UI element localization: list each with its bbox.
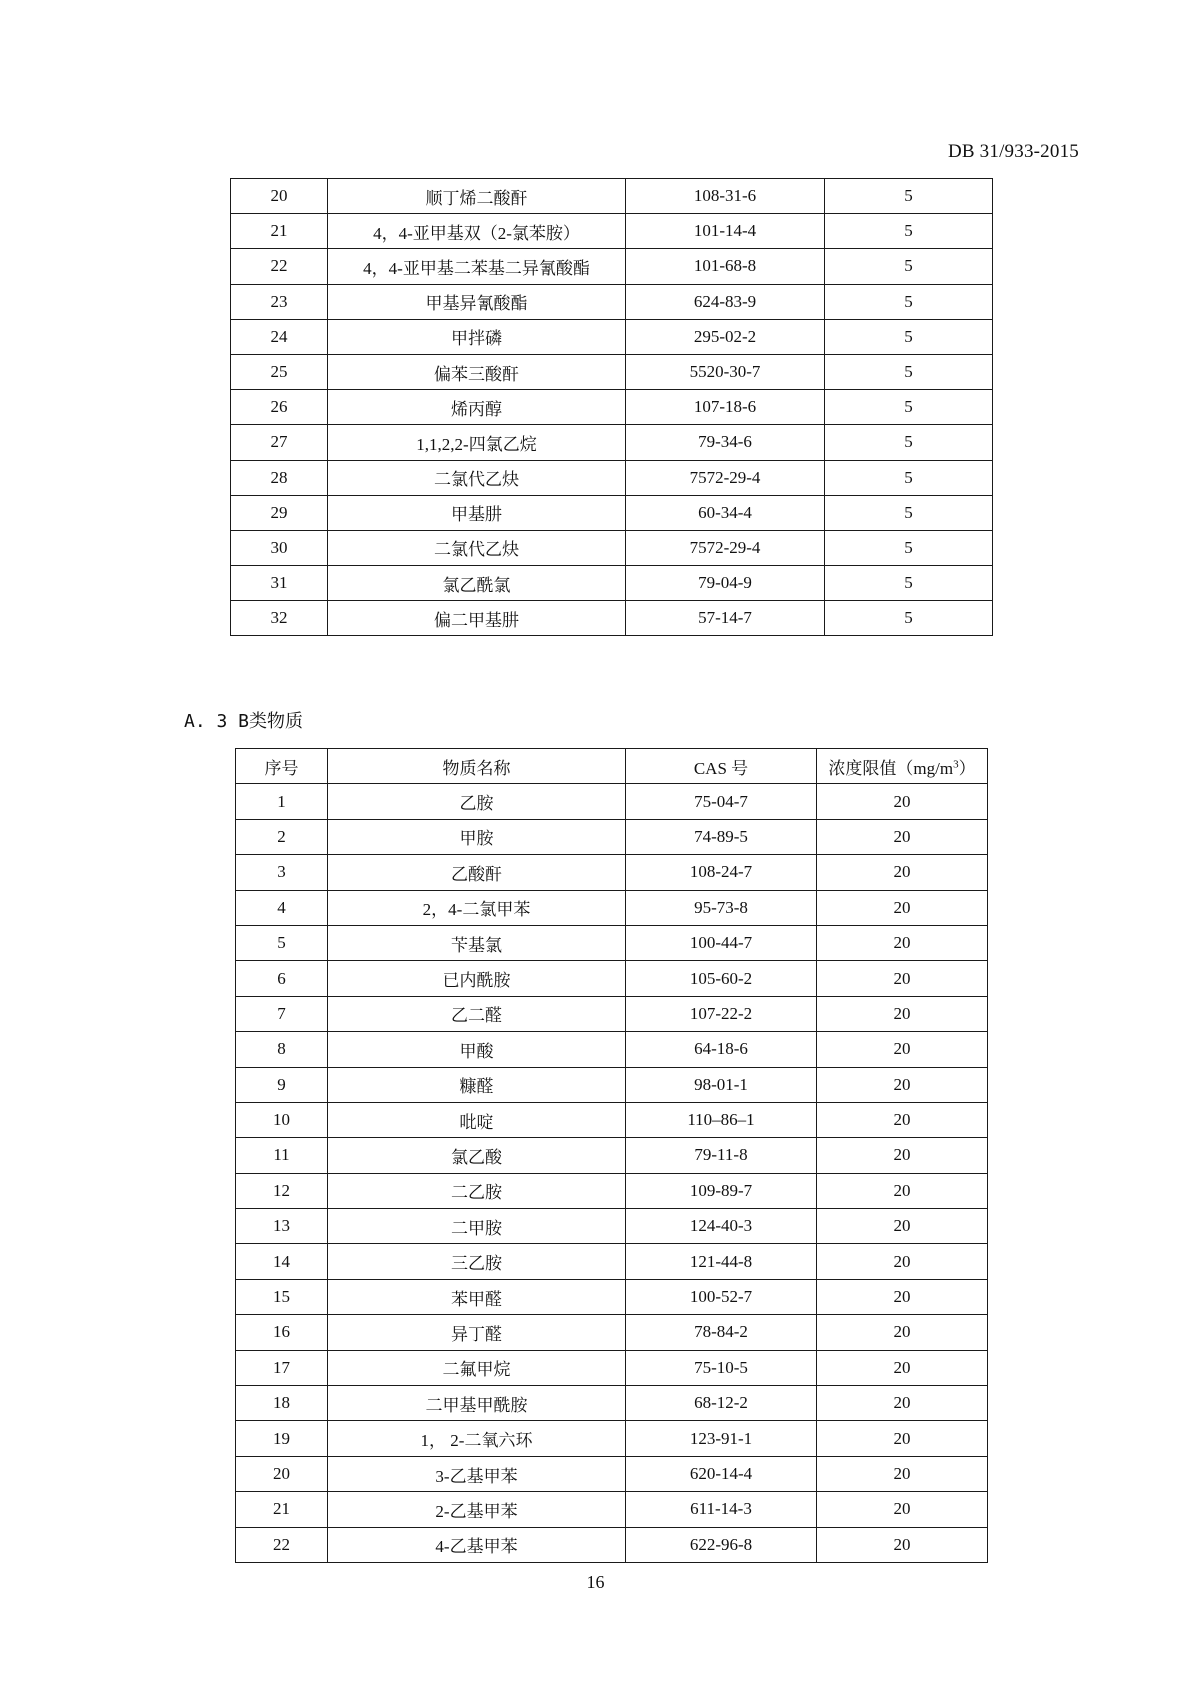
cell-serial-number: 11 (236, 1138, 328, 1173)
cell-substance-name: 甲基异氰酸酯 (328, 284, 626, 319)
cell-serial-number: 8 (236, 1032, 328, 1067)
cell-serial-number: 19 (236, 1421, 328, 1456)
cell-cas-number: 620-14-4 (626, 1456, 817, 1491)
table-header-row (236, 749, 988, 784)
table-row (231, 249, 993, 284)
header-serial-number: 序号 (236, 749, 328, 784)
cell-cas-number: 101-14-4 (626, 214, 825, 249)
table-row (236, 1492, 988, 1527)
cell-serial-number: 4 (236, 890, 328, 925)
cell-concentration-limit: 20 (817, 925, 988, 960)
cell-serial-number: 16 (236, 1315, 328, 1350)
cell-serial-number: 15 (236, 1279, 328, 1314)
header-limit-superscript: 3 (953, 758, 959, 771)
cell-concentration-limit: 20 (817, 1209, 988, 1244)
cell-concentration-limit: 20 (817, 1315, 988, 1350)
cell-cas-number: 124-40-3 (626, 1209, 817, 1244)
cell-concentration-limit: 20 (817, 1244, 988, 1279)
table-row (236, 855, 988, 890)
cell-concentration-limit: 20 (817, 855, 988, 890)
cell-concentration-limit: 20 (817, 1421, 988, 1456)
cell-substance-name: 氯乙酸 (328, 1138, 626, 1173)
cell-serial-number: 18 (236, 1386, 328, 1421)
section-heading-a3: A. 3 B类物质 (184, 711, 304, 732)
cell-substance-name: 三乙胺 (328, 1244, 626, 1279)
table-row (231, 460, 993, 495)
cell-concentration-limit: 5 (825, 354, 993, 389)
cell-concentration-limit: 20 (817, 784, 988, 819)
cell-substance-name: 1,1,2,2-四氯乙烷 (328, 425, 626, 460)
cell-serial-number: 14 (236, 1244, 328, 1279)
cell-serial-number: 17 (236, 1350, 328, 1385)
cell-substance-name: 4-乙基甲苯 (328, 1527, 626, 1562)
cell-cas-number: 75-10-5 (626, 1350, 817, 1385)
cell-substance-name: 4，4-亚甲基二苯基二异氰酸酯 (328, 249, 626, 284)
cell-serial-number: 20 (231, 179, 328, 214)
cell-cas-number: 98-01-1 (626, 1067, 817, 1102)
table-row (236, 784, 988, 819)
class-b-substance-table-body (236, 784, 988, 1563)
cell-cas-number: 108-31-6 (626, 179, 825, 214)
cell-serial-number: 10 (236, 1102, 328, 1137)
cell-substance-name: 顺丁烯二酸酐 (328, 179, 626, 214)
table-row (231, 284, 993, 319)
cell-cas-number: 79-34-6 (626, 425, 825, 460)
cell-concentration-limit: 20 (817, 1386, 988, 1421)
cell-cas-number: 110–86–1 (626, 1102, 817, 1137)
cell-cas-number: 75-04-7 (626, 784, 817, 819)
cell-cas-number: 622-96-8 (626, 1527, 817, 1562)
cell-cas-number: 79-11-8 (626, 1138, 817, 1173)
cell-cas-number: 74-89-5 (626, 819, 817, 854)
cell-serial-number: 26 (231, 390, 328, 425)
cell-serial-number: 21 (231, 214, 328, 249)
table-row (236, 1279, 988, 1314)
class-b-substance-table (235, 748, 988, 1563)
cell-cas-number: 107-18-6 (626, 390, 825, 425)
cell-serial-number: 23 (231, 284, 328, 319)
cell-cas-number: 64-18-6 (626, 1032, 817, 1067)
cell-concentration-limit: 20 (817, 1456, 988, 1491)
cell-concentration-limit: 5 (825, 460, 993, 495)
cell-substance-name: 偏二甲基肼 (328, 601, 626, 636)
cell-serial-number: 22 (236, 1527, 328, 1562)
table-row (236, 1315, 988, 1350)
cell-concentration-limit: 5 (825, 319, 993, 354)
cell-substance-name: 偏苯三酸酐 (328, 354, 626, 389)
cell-substance-name: 二氯代乙炔 (328, 460, 626, 495)
table-row (231, 179, 993, 214)
cell-substance-name: 2-乙基甲苯 (328, 1492, 626, 1527)
cell-concentration-limit: 20 (817, 1279, 988, 1314)
header-limit-prefix: 浓度限值（mg/m (828, 758, 954, 778)
table-row (231, 354, 993, 389)
cell-cas-number: 60-34-4 (626, 495, 825, 530)
cell-serial-number: 1 (236, 784, 328, 819)
cell-cas-number: 108-24-7 (626, 855, 817, 890)
cell-serial-number: 25 (231, 354, 328, 389)
table-row (236, 996, 988, 1031)
cell-cas-number: 121-44-8 (626, 1244, 817, 1279)
cell-serial-number: 3 (236, 855, 328, 890)
cell-cas-number: 79-04-9 (626, 566, 825, 601)
cell-cas-number: 611-14-3 (626, 1492, 817, 1527)
cell-cas-number: 100-52-7 (626, 1279, 817, 1314)
cell-cas-number: 7572-29-4 (626, 460, 825, 495)
cell-substance-name: 二甲基甲酰胺 (328, 1386, 626, 1421)
cell-concentration-limit: 5 (825, 179, 993, 214)
cell-substance-name: 氯乙酰氯 (328, 566, 626, 601)
cell-serial-number: 30 (231, 530, 328, 565)
cell-serial-number: 31 (231, 566, 328, 601)
table-row (231, 530, 993, 565)
cell-substance-name: 二氯代乙炔 (328, 530, 626, 565)
cell-concentration-limit: 20 (817, 1492, 988, 1527)
cell-serial-number: 6 (236, 961, 328, 996)
table-row (231, 566, 993, 601)
table-row (236, 1421, 988, 1456)
table-row (236, 1209, 988, 1244)
cell-cas-number: 109-89-7 (626, 1173, 817, 1208)
cell-concentration-limit: 20 (817, 961, 988, 996)
cell-substance-name: 二乙胺 (328, 1173, 626, 1208)
cell-serial-number: 2 (236, 819, 328, 854)
header-concentration-limit (817, 749, 988, 784)
cell-cas-number: 105-60-2 (626, 961, 817, 996)
cell-substance-name: 烯丙醇 (328, 390, 626, 425)
cell-serial-number: 24 (231, 319, 328, 354)
cell-concentration-limit: 20 (817, 1138, 988, 1173)
substance-table-continued (230, 178, 993, 636)
cell-substance-name: 2，4-二氯甲苯 (328, 890, 626, 925)
cell-concentration-limit: 5 (825, 601, 993, 636)
cell-substance-name: 糠醛 (328, 1067, 626, 1102)
cell-substance-name: 已内酰胺 (328, 961, 626, 996)
cell-concentration-limit: 20 (817, 1173, 988, 1208)
cell-substance-name: 二氟甲烷 (328, 1350, 626, 1385)
table-row (236, 819, 988, 854)
cell-serial-number: 13 (236, 1209, 328, 1244)
table-row (236, 1244, 988, 1279)
cell-concentration-limit: 20 (817, 1067, 988, 1102)
cell-concentration-limit: 20 (817, 1350, 988, 1385)
cell-concentration-limit: 20 (817, 996, 988, 1031)
cell-cas-number: 57-14-7 (626, 601, 825, 636)
table-row (236, 961, 988, 996)
table-row (231, 601, 993, 636)
cell-substance-name: 乙二醛 (328, 996, 626, 1031)
cell-concentration-limit: 20 (817, 1102, 988, 1137)
cell-cas-number: 78-84-2 (626, 1315, 817, 1350)
cell-substance-name: 4，4-亚甲基双（2-氯苯胺） (328, 214, 626, 249)
cell-serial-number: 29 (231, 495, 328, 530)
table-row (231, 319, 993, 354)
cell-concentration-limit: 5 (825, 495, 993, 530)
cell-concentration-limit: 20 (817, 1527, 988, 1562)
table-row (231, 495, 993, 530)
cell-concentration-limit: 5 (825, 249, 993, 284)
cell-concentration-limit: 5 (825, 566, 993, 601)
cell-cas-number: 7572-29-4 (626, 530, 825, 565)
table-row (236, 1032, 988, 1067)
table-row (236, 1386, 988, 1421)
substance-table-continued-body (231, 179, 993, 636)
header-limit-suffix: ） (958, 758, 976, 778)
table-row (236, 1173, 988, 1208)
table-row (236, 925, 988, 960)
cell-serial-number: 22 (231, 249, 328, 284)
cell-serial-number: 32 (231, 601, 328, 636)
cell-serial-number: 27 (231, 425, 328, 460)
cell-serial-number: 21 (236, 1492, 328, 1527)
cell-substance-name: 甲酸 (328, 1032, 626, 1067)
cell-substance-name: 苄基氯 (328, 925, 626, 960)
cell-serial-number: 28 (231, 460, 328, 495)
cell-concentration-limit: 20 (817, 819, 988, 854)
cell-serial-number: 20 (236, 1456, 328, 1491)
cell-cas-number: 95-73-8 (626, 890, 817, 925)
cell-concentration-limit: 5 (825, 284, 993, 319)
document-code: DB 31/933-2015 (947, 141, 1079, 162)
cell-substance-name: 二甲胺 (328, 1209, 626, 1244)
cell-cas-number: 295-02-2 (626, 319, 825, 354)
cell-cas-number: 123-91-1 (626, 1421, 817, 1456)
cell-cas-number: 100-44-7 (626, 925, 817, 960)
table-row (236, 890, 988, 925)
table-row (236, 1067, 988, 1102)
table-row (231, 390, 993, 425)
cell-concentration-limit: 5 (825, 390, 993, 425)
cell-concentration-limit: 5 (825, 214, 993, 249)
cell-cas-number: 624-83-9 (626, 284, 825, 319)
cell-cas-number: 107-22-2 (626, 996, 817, 1031)
cell-serial-number: 12 (236, 1173, 328, 1208)
cell-concentration-limit: 5 (825, 530, 993, 565)
table-row (236, 1138, 988, 1173)
cell-serial-number: 7 (236, 996, 328, 1031)
header-substance-name: 物质名称 (328, 749, 626, 784)
cell-substance-name: 异丁醛 (328, 1315, 626, 1350)
table-row (236, 1350, 988, 1385)
table-row (231, 425, 993, 460)
cell-substance-name: 1， 2-二氧六环 (328, 1421, 626, 1456)
cell-substance-name: 苯甲醛 (328, 1279, 626, 1314)
cell-substance-name: 甲胺 (328, 819, 626, 854)
table-row (236, 1527, 988, 1562)
cell-cas-number: 101-68-8 (626, 249, 825, 284)
cell-serial-number: 9 (236, 1067, 328, 1102)
cell-substance-name: 甲基肼 (328, 495, 626, 530)
cell-substance-name: 3-乙基甲苯 (328, 1456, 626, 1491)
cell-substance-name: 吡啶 (328, 1102, 626, 1137)
page-number: 16 (586, 1572, 605, 1592)
cell-substance-name: 乙胺 (328, 784, 626, 819)
cell-cas-number: 5520-30-7 (626, 354, 825, 389)
cell-substance-name: 甲拌磷 (328, 319, 626, 354)
cell-substance-name: 乙酸酐 (328, 855, 626, 890)
table-row (236, 1456, 988, 1491)
cell-cas-number: 68-12-2 (626, 1386, 817, 1421)
table-row (236, 1102, 988, 1137)
cell-serial-number: 5 (236, 925, 328, 960)
cell-concentration-limit: 20 (817, 1032, 988, 1067)
cell-concentration-limit: 5 (825, 425, 993, 460)
cell-concentration-limit: 20 (817, 890, 988, 925)
table-row (231, 214, 993, 249)
header-cas-number: CAS 号 (626, 749, 817, 784)
